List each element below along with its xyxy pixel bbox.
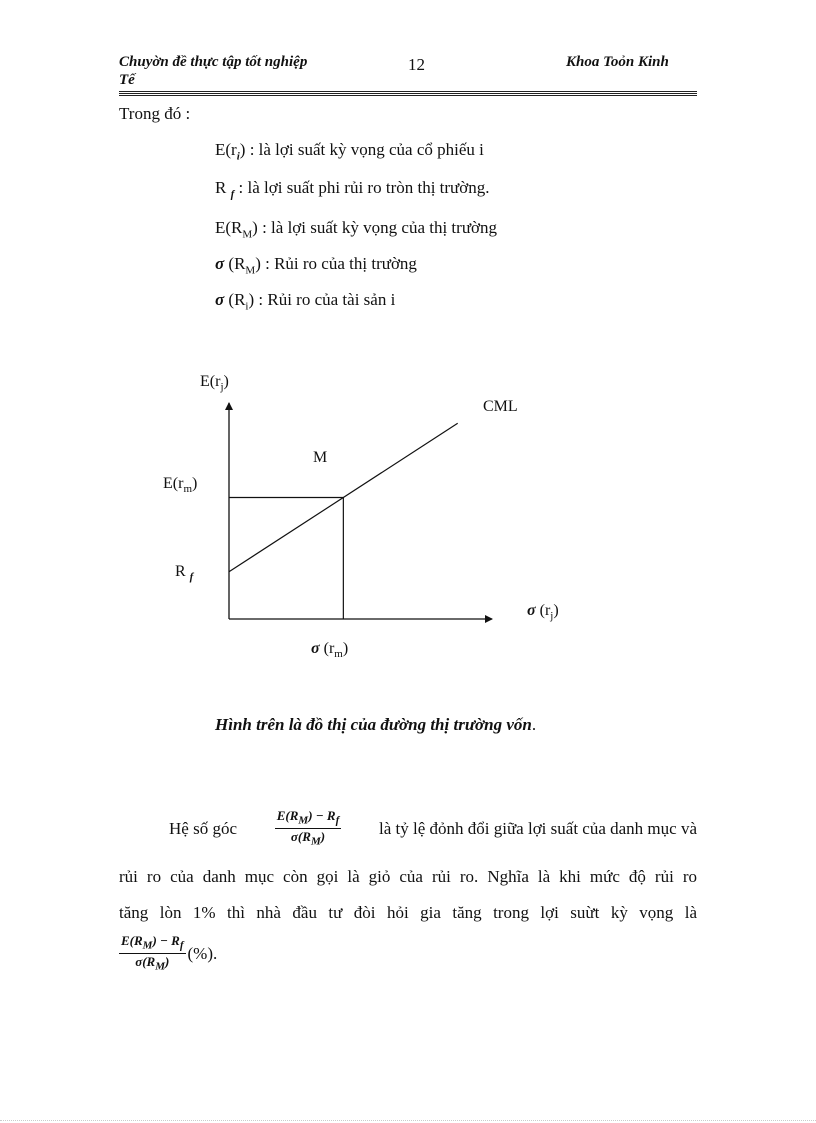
market-portfolio-label: M	[313, 449, 328, 466]
y-tick-rf: R $_f$	[175, 563, 194, 584]
cml-label: CML	[483, 398, 518, 415]
definition-item: σ $(R_i)$ : Rủi ro của tài sản i	[215, 290, 396, 313]
paragraph-line-2: rủi ro của danh mục còn gọi là giỏ của rủi ro. Nghĩa là khi mức độ rủi ro	[119, 867, 697, 886]
slope-fraction-repeat: $\frac{E(R_M) - R_f}{\sigma(R_M)}$	[121, 933, 184, 973]
y-tick-erm: $E(r_m)$	[163, 475, 198, 496]
x-axis-label: σ $(r_j)$	[527, 602, 559, 623]
definition-item: R $_f$ : là lợi suất phi rủi ro tròn thị trường.	[215, 178, 490, 201]
header-right-title: Khoa Toỏn Kinh	[566, 54, 669, 70]
header-left-title-cont: Tế	[119, 72, 135, 88]
definition-item: $E(R_M)$ : là lợi suất kỳ vọng của thị trường	[215, 218, 498, 241]
paragraph-line-1: Hệ số góc $\frac{E(R_M) - R_f}{\sigma(R_M)}$ là tỷ lệ đỏnh đổi giữa lợi suất của danh mục và	[169, 808, 697, 848]
header-left-title: Chuyờn đề thực tập tốt nghiệp	[119, 54, 308, 70]
page-number: 12	[408, 55, 425, 74]
intro-label: Trong đó :	[119, 104, 191, 123]
paragraph-line-3: tăng lòn 1% thì nhà đầu tư đòi hỏi gia tăng trong lợi suừt kỳ vọng là	[119, 903, 697, 922]
slope-fraction: $\frac{E(R_M) - R_f}{\sigma(R_M)}$	[276, 808, 340, 848]
y-axis-label: $E(r_j)$	[200, 373, 229, 394]
x-tick-sigma-rm: σ $(r_m)$	[311, 640, 349, 661]
figure-caption: Hình trên là đồ thị của đường thị trường vốn.	[215, 715, 537, 734]
definition-item: σ $(R_M)$ : Rủi ro của thị trường	[215, 254, 417, 277]
paragraph-line-4: $\frac{E(R_M) - R_f}{\sigma(R_M)}$ (%).	[121, 933, 218, 973]
definition-item: $E(r_i)$ : là lợi suất kỳ vọng của cổ phiếu i	[215, 140, 484, 163]
page-edge-dots	[0, 1120, 816, 1121]
